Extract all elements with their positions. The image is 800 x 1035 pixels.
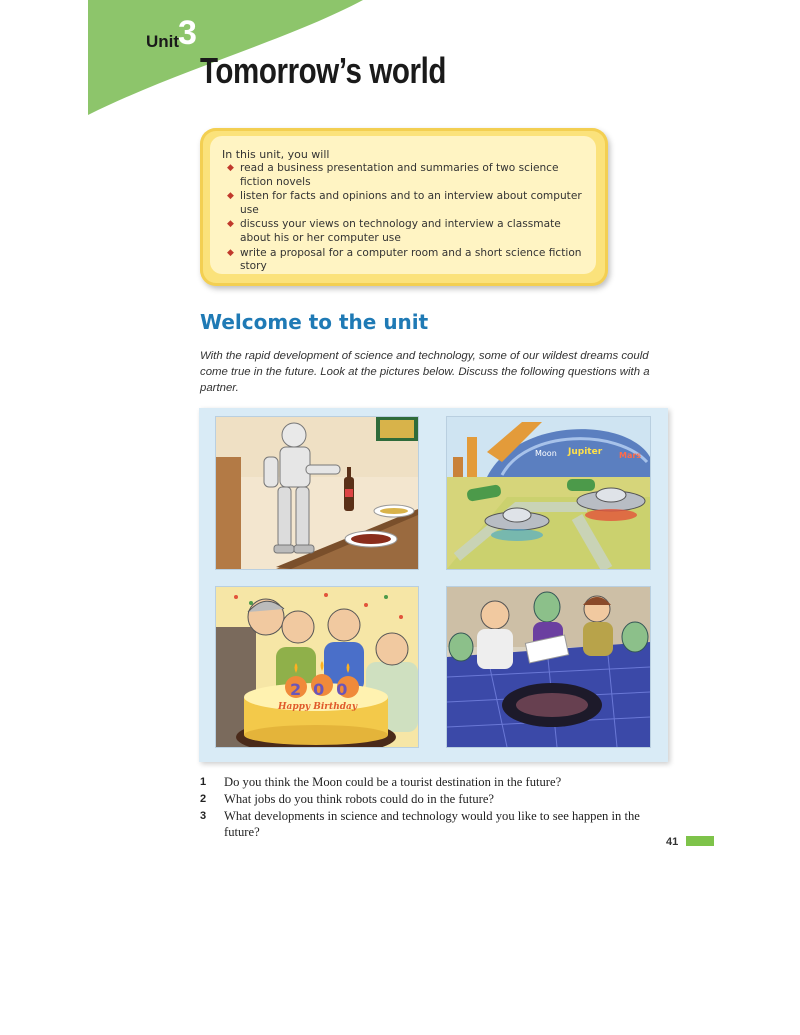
question-text: What jobs do you think robots could do in the future? xyxy=(224,792,495,806)
question-number: 1 xyxy=(200,776,207,788)
page-number-bar xyxy=(686,836,714,846)
discussion-questions xyxy=(200,774,670,841)
objective-item xyxy=(222,218,582,245)
page-number: 41 xyxy=(666,836,679,848)
unit-label: Unit xyxy=(146,32,180,51)
diamond-bullet-icon: ◆ xyxy=(227,191,234,202)
objectives-intro: In this unit, you will xyxy=(222,148,330,161)
objective-text: discuss your views on technology and interview a classmate about his or her computer use xyxy=(240,218,561,244)
question-text: What developments in science and technology would you like to see happen in the future? xyxy=(224,809,640,839)
birthday-party-illustration xyxy=(215,586,419,748)
diamond-bullet-icon: ◆ xyxy=(227,163,234,173)
question-item xyxy=(200,791,670,807)
objective-item xyxy=(222,162,582,189)
question-number: 3 xyxy=(200,810,207,822)
sign-jupiter: Jupiter xyxy=(568,447,603,457)
question-item xyxy=(200,774,670,790)
objective-item xyxy=(222,247,582,274)
page-title: Tomorrow’s world xyxy=(200,50,447,91)
sign-moon: Moon xyxy=(535,449,557,458)
diamond-bullet-icon: ◆ xyxy=(227,247,234,258)
question-number: 2 xyxy=(200,793,207,805)
section-title: Welcome to the unit xyxy=(200,310,429,334)
diamond-bullet-icon: ◆ xyxy=(227,219,234,230)
question-item xyxy=(200,808,670,840)
unit-number: 3 xyxy=(178,14,197,52)
candle-number: 200 xyxy=(290,680,360,699)
objective-item xyxy=(222,190,582,217)
objectives-list xyxy=(222,162,582,275)
objective-text: read a business presentation and summaries of two science fiction novels xyxy=(240,162,559,188)
question-text: Do you think the Moon could be a tourist destination in the future? xyxy=(224,775,562,789)
objective-text: write a proposal for a computer room and a short science fiction story xyxy=(240,246,582,273)
alien-meeting-illustration xyxy=(446,586,651,748)
robot-waiter-illustration xyxy=(215,416,419,570)
space-station-illustration xyxy=(446,416,651,570)
intro-paragraph: With the rapid development of science and technology, some of our wildest dreams could come true in the future. Look at the pictures below. Discuss the following questions with a partner. xyxy=(200,350,650,394)
cake-text: Happy Birthday xyxy=(278,702,358,712)
objective-text: listen for facts and opinions and to an interview about computer use xyxy=(240,190,582,216)
sign-mars: Mars xyxy=(619,451,642,460)
